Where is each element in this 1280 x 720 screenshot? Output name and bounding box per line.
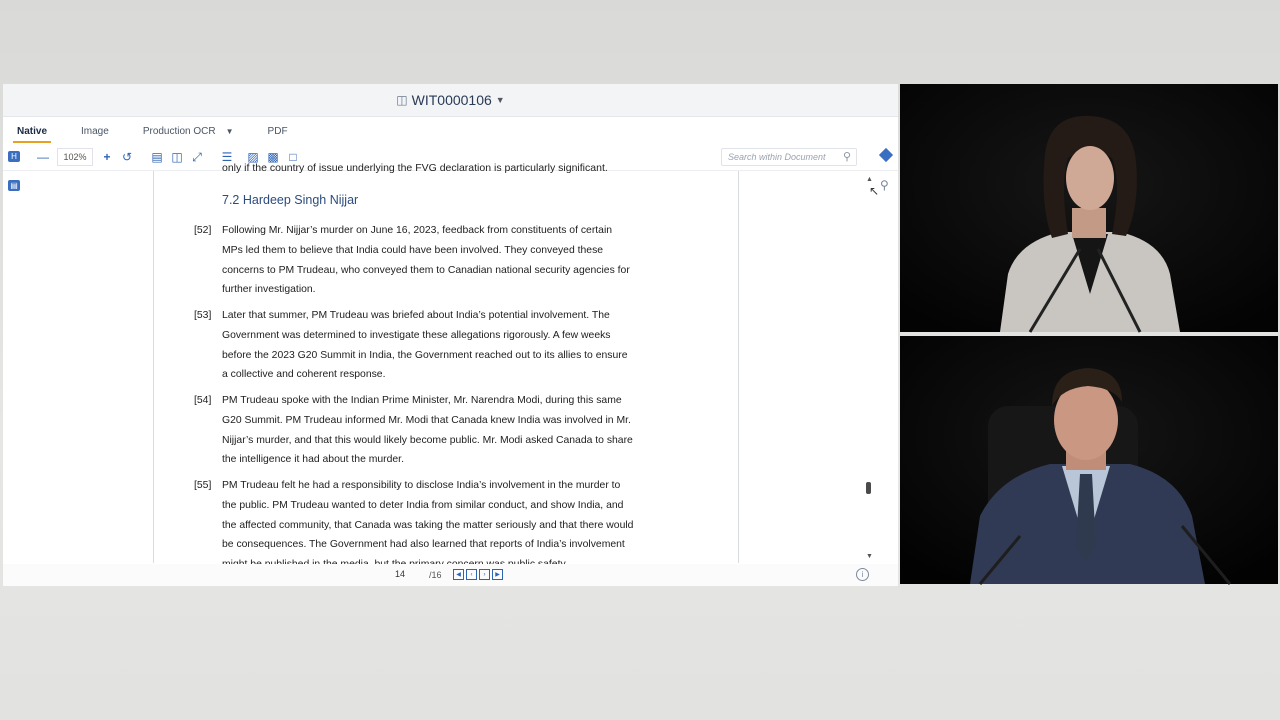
tab-production-ocr[interactable]: Production OCR ▼ <box>142 126 234 137</box>
document-scroll-area[interactable] <box>27 162 873 563</box>
fit-width-icon: ▤ <box>151 150 163 164</box>
tab-image[interactable]: Image <box>81 126 109 137</box>
image-icon[interactable]: ▤ <box>8 180 20 191</box>
chevron-down-icon[interactable]: ▼ <box>495 95 505 105</box>
plus-icon: + <box>103 150 111 164</box>
layers-icon[interactable] <box>879 148 893 162</box>
viewer-title-bar[interactable] <box>3 84 898 117</box>
total-pages-label: /16 <box>429 570 442 580</box>
previous-page-icon[interactable]: ‹ <box>466 569 477 580</box>
document-title[interactable]: WIT0000106 <box>411 92 492 108</box>
paragraph <box>194 391 634 470</box>
section-heading: 7.2 Hardeep Singh Nijjar <box>222 193 359 207</box>
rotate-icon: ↺ <box>121 150 133 164</box>
minus-icon: — <box>37 150 49 164</box>
scroll-up-arrow-icon[interactable]: ▲ <box>866 176 873 183</box>
zoom-input[interactable]: 102% <box>57 148 93 166</box>
video-feed-speaker-bottom <box>900 336 1278 584</box>
next-page-icon[interactable]: › <box>479 569 490 580</box>
paragraph-text: PM Trudeau felt he had a responsibility to disclose India’s involvement in the murder to the public. PM Trudeau wanted to deter India from similar conduct, and show India, and the affected community, that Canada was taking the matter seriously and that there would be consequences. The Government had also learned that reports of India’s involvement <box>222 480 634 551</box>
video-frame-man <box>900 336 1278 584</box>
first-page-icon[interactable]: ◀ <box>453 569 464 580</box>
pdf-file-icon: □ <box>289 150 297 164</box>
chevron-down-icon[interactable]: ▼ <box>225 127 234 136</box>
mouse-cursor-icon: ↖ <box>869 184 880 198</box>
fit-page-button[interactable] <box>170 150 184 164</box>
paragraph <box>194 476 634 575</box>
last-page-icon[interactable]: ▶ <box>492 569 503 580</box>
tab-native[interactable]: Native <box>3 126 61 143</box>
fit-page-icon: ◫ <box>171 150 183 164</box>
view-tabs <box>3 117 898 143</box>
scroll-down-arrow-icon[interactable]: ▼ <box>866 553 873 560</box>
rotate-button[interactable] <box>120 150 134 164</box>
page-navigation-bar <box>3 564 898 586</box>
left-side-panel <box>3 144 25 564</box>
expand-button[interactable] <box>190 150 204 164</box>
info-icon[interactable]: i <box>856 568 869 581</box>
zoom-in-button[interactable] <box>100 150 114 164</box>
highlight-icon[interactable]: H <box>8 151 20 162</box>
zoom-out-button[interactable] <box>36 150 50 164</box>
paragraph <box>194 221 634 300</box>
paragraph <box>194 306 634 385</box>
paragraph-text: Later that summer, PM Trudeau was briefed about India’s potential involvement. The Government was determined to investigate these allegations rigorously. A few weeks before the 2023 G20 Summit in India, the Government reached out to its allies to ensure a collective and coherent response. <box>222 310 628 381</box>
search-icon[interactable]: ⚲ <box>842 151 851 163</box>
video-feed-speaker-top <box>900 84 1278 332</box>
vertical-scrollbar[interactable] <box>863 176 875 560</box>
paragraph-number: [52] <box>194 225 212 236</box>
paragraph-text: PM Trudeau spoke with the Indian Prime Minister, Mr. Narendra Modi, during this same G20 Summit. PM Trudeau informed Mr. Modi that Canada knew India was involved in Mr. Nijjar’s murder, and that this would likely become public. Mr. Modi asked Canada to share the intelligence it had about the murder. <box>222 395 633 466</box>
partial-text-line: only if the country of issue underlying the FVG declaration is particularly significant. <box>222 162 608 174</box>
fit-width-button[interactable] <box>150 150 164 164</box>
page-nav-buttons <box>453 569 505 580</box>
paragraph-number: [54] <box>194 395 212 406</box>
video-frame-woman <box>900 84 1278 332</box>
tab-pdf[interactable]: PDF <box>267 126 288 137</box>
search-input[interactable]: Search within Document ⚲ <box>721 148 857 166</box>
paragraph-number: [53] <box>194 310 212 321</box>
expand-icon: ⤢ <box>192 149 202 164</box>
current-page-input[interactable]: 14 <box>395 569 406 579</box>
annotation-icon: ▨ <box>247 150 259 164</box>
document-viewer <box>3 84 898 586</box>
list-layout-icon: ☰ <box>221 150 233 164</box>
document-page <box>153 162 739 563</box>
document-icon: ◫ <box>396 93 408 107</box>
redaction-icon: ▩ <box>267 150 279 164</box>
scrollbar-thumb[interactable] <box>866 482 871 494</box>
paragraph-text: Following Mr. Nijjar’s murder on June 16, 2023, feedback from constituents of certain MPs led them to believe that India could have been involved. They conveyed these concerns to PM Trudeau, who conveyed them to Canadian national security agencies for further investigation. <box>222 225 630 296</box>
paragraph-number: [55] <box>194 480 212 491</box>
search-icon[interactable]: ⚲ <box>880 178 889 192</box>
